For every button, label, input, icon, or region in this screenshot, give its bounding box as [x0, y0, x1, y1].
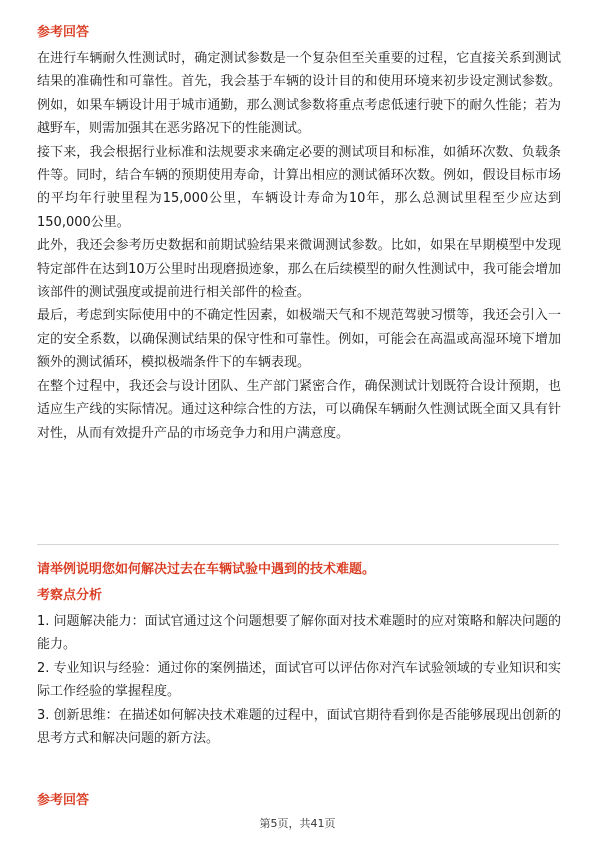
interview-question: 请举例说明您如何解决过去在车辆试验中遇到的技术难题。	[37, 562, 376, 577]
answer-paragraph-3: 此外，我还会参考历史数据和前期试验结果来微调测试参数。比如，如果在早期模型中发现特定部件在达到10万公里时出现磨损迹象，那么在后续模型的耐久性测试中，我可能会增加该部件的测试强度或提前进行相关部件的检查。	[37, 238, 561, 301]
answer-paragraph-2: 接下来，我会根据行业标准和法规要求来确定必要的测试项目和标准，如循环次数、负载条件等。同时，结合车辆的预期使用寿命，计算出相应的测试循环次数。例如，假设目标市场的平均年行驶里程为15,000公里，车辆设计寿命为10年，那么总测试里程至少应达到150,000公里。	[37, 144, 561, 230]
analysis-list	[37, 610, 561, 750]
answer-paragraph-4: 最后，考虑到实际使用中的不确定性因素，如极端天气和不规范驾驶习惯等，我还会引入一定的安全系数，以确保测试结果的保守性和可靠性。例如，可能会在高温或高湿环境下增加额外的测试循环，模拟极端条件下的车辆表现。	[37, 308, 561, 371]
answer-paragraph-5: 在整个过程中，我还会与设计团队、生产部门紧密合作，确保测试计划既符合设计预期，也适应生产线的实际情况。通过这种综合性的方法，可以确保车辆耐久性测试既全面又具有针对性，从而有效提升产品的市场竞争力和用户满意度。	[37, 378, 561, 441]
answer-body	[37, 47, 561, 445]
analysis-item-2: 2. 专业知识与经验：通过你的案例描述，面试官可以评估你对汽车试验领域的专业知识和实际工作经验的掌握程度。	[37, 660, 561, 700]
analysis-item-1: 1. 问题解决能力：面试官通过这个问题想要了解你面对技术难题时的应对策略和解决问题的能力。	[37, 614, 561, 653]
section-heading-reference-answer: 参考回答	[37, 25, 90, 40]
answer-paragraph-1: 在进行车辆耐久性测试时，确定测试参数是一个复杂但至关重要的过程，它直接关系到测试结果的准确性和可靠性。首先，我会基于车辆的设计目的和使用环境来初步设定测试参数。例如，如果车辆设计用于城市通勤，那么测试参数将重点考虑低速行驶下的耐久性能；若为越野车，则需加强其在恶劣路况下的性能测试。	[37, 51, 561, 137]
page-number: 第5页，共41页	[259, 817, 336, 830]
section-heading-analysis: 考察点分析	[37, 588, 103, 603]
section-heading-reference-answer-2: 参考回答	[37, 793, 90, 808]
section-divider	[37, 544, 559, 545]
analysis-item-3: 3. 创新思维：在描述如何解决技术难题的过程中，面试官期待看到你是否能够展现出创新的思考方式和解决问题的新方法。	[37, 707, 561, 747]
